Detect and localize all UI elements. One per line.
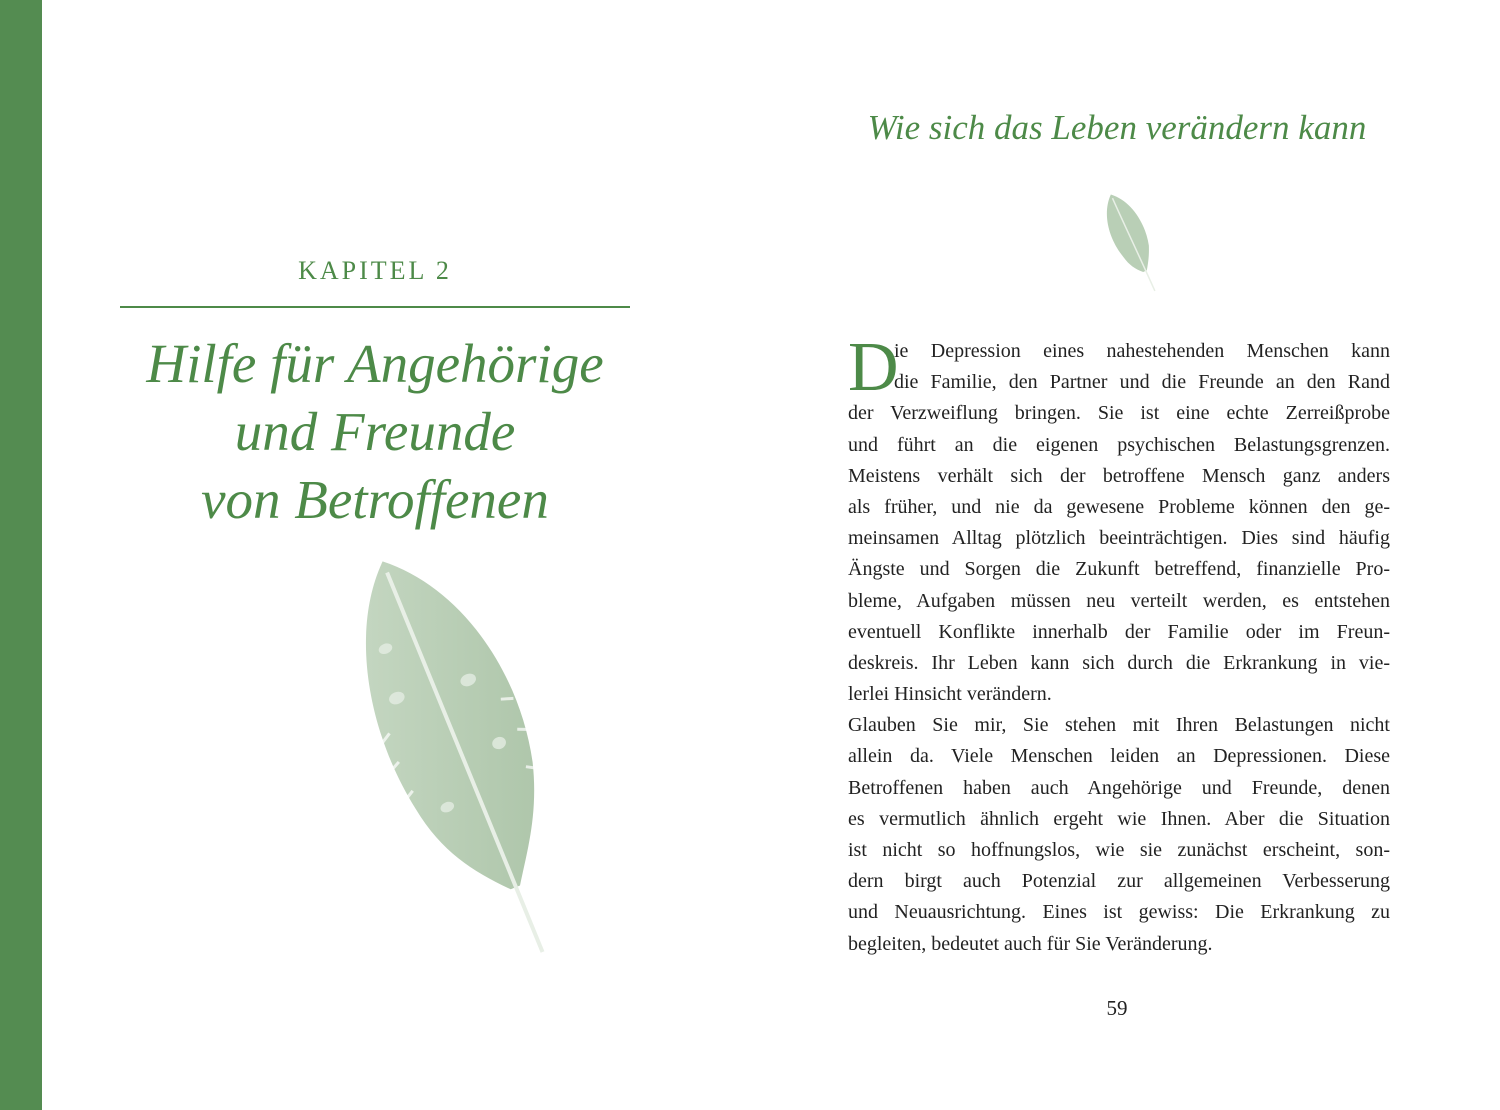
feather-icon <box>312 538 612 978</box>
text-line: Ängste und Sorgen die Zukunft betreffend, finanzielle Pro- <box>848 558 1390 581</box>
chapter-title-line: Hilfe für Angehörige <box>146 333 604 394</box>
feather-icon <box>1092 186 1172 298</box>
running-head: Wie sich das Leben verändern kann <box>867 108 1367 147</box>
chapter-title-line: von Betroffenen <box>201 469 549 530</box>
text-line: Betroffenen haben auch Angehörige und Freunde, denen <box>848 776 1390 799</box>
text-line: und führt an die eigenen psychischen Belastungsgrenzen. <box>848 433 1390 456</box>
text-line: die Familie, den Partner und die Freunde an den Rand <box>894 371 1390 394</box>
text-line: Glauben Sie mir, Sie stehen mit Ihren Belastungen nicht <box>848 714 1390 737</box>
text-line: eventuell Konflikte innerhalb der Familie oder im Freun- <box>848 620 1390 643</box>
text-line: lerlei Hinsicht verändern. <box>848 683 1052 706</box>
right-page <box>742 0 1500 1110</box>
chapter-divider <box>120 306 630 308</box>
text-line: begleiten, bedeutet auch für Sie Veränderung. <box>848 932 1213 955</box>
text-line: als früher, und nie da gewesene Probleme können den ge- <box>848 495 1390 518</box>
body-text <box>848 329 1390 960</box>
left-page <box>42 0 742 1110</box>
chapter-title <box>42 330 708 534</box>
chapter-title-line: und Freunde <box>234 401 516 462</box>
text-line: Meistens verhält sich der betroffene Mensch ganz anders <box>848 464 1390 487</box>
page-number: 59 <box>1106 996 1128 1020</box>
book-spine-band <box>0 0 42 1110</box>
text-line: dern birgt auch Potenzial zur allgemeinen Verbesserung <box>848 870 1390 893</box>
text-line: der Verzweiflung bringen. Sie ist eine echte Zerreißprobe <box>848 402 1390 425</box>
text-line: meinsamen Alltag plötzlich beeinträchtigen. Dies sind häufig <box>848 527 1390 550</box>
text-line: deskreis. Ihr Leben kann sich durch die Erkrankung in vie- <box>848 651 1390 674</box>
text-line: bleme, Aufgaben müssen neu verteilt werden, es entstehen <box>848 589 1390 612</box>
text-line: es vermutlich ähnlich ergeht wie Ihnen. Aber die Situation <box>848 807 1390 830</box>
text-line: und Neuausrichtung. Eines ist gewiss: Die Erkrankung zu <box>848 901 1390 924</box>
text-line: ist nicht so hoffnungslos, wie sie zunächst erscheint, son- <box>848 839 1390 861</box>
drop-cap: D <box>848 329 899 406</box>
chapter-label: KAPITEL 2 <box>298 256 452 285</box>
text-line: ie Depression eines nahestehenden Menschen kann <box>894 340 1390 362</box>
text-line: allein da. Viele Menschen leiden an Depressionen. Diese <box>848 745 1390 768</box>
